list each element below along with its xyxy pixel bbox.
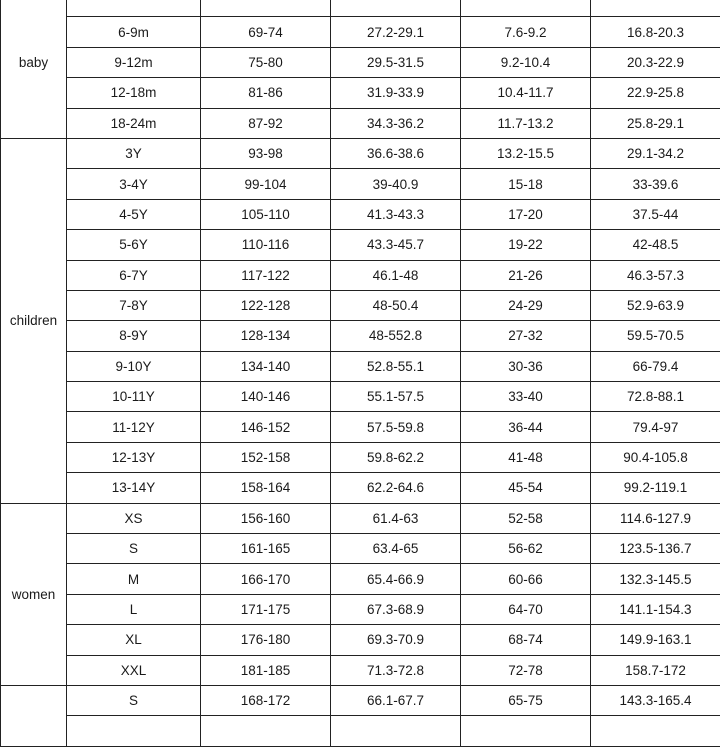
col-3-cell: 55.1-57.5: [331, 382, 461, 412]
category-cell: children: [1, 138, 67, 503]
table-row: [1, 503, 720, 533]
col-4-cell: [461, 0, 591, 17]
col-3-cell: 43.3-45.7: [331, 230, 461, 260]
table-row: [1, 108, 720, 138]
col-3-cell: 48-552.8: [331, 321, 461, 351]
table-row: [1, 473, 720, 503]
table-row: [1, 260, 720, 290]
table-row: [1, 442, 720, 472]
col-5-cell: [591, 0, 720, 17]
category-cell: baby: [1, 0, 67, 138]
size-cell: [67, 0, 201, 17]
table-row: [1, 716, 720, 746]
col-4-cell: 7.6-9.2: [461, 17, 591, 47]
col-3-cell: 62.2-64.6: [331, 473, 461, 503]
size-cell: 13-14Y: [67, 473, 201, 503]
col-5-cell: 123.5-136.7: [591, 534, 720, 564]
col-4-cell: 24-29: [461, 290, 591, 320]
col-5-cell: 42-48.5: [591, 230, 720, 260]
table-row: [1, 655, 720, 685]
col-4-cell: 65-75: [461, 685, 591, 715]
table-row: [1, 230, 720, 260]
col-3-cell: 34.3-36.2: [331, 108, 461, 138]
col-3-cell: 67.3-68.9: [331, 594, 461, 624]
col-5-cell: 16.8-20.3: [591, 17, 720, 47]
col-5-cell: 149.9-163.1: [591, 625, 720, 655]
height-cell: 105-110: [201, 199, 331, 229]
col-4-cell: 19-22: [461, 230, 591, 260]
col-5-cell: 29.1-34.2: [591, 138, 720, 168]
size-cell: 12-13Y: [67, 442, 201, 472]
height-cell: 99-104: [201, 169, 331, 199]
col-4-cell: 60-66: [461, 564, 591, 594]
col-4-cell: 11.7-13.2: [461, 108, 591, 138]
col-5-cell: 90.4-105.8: [591, 442, 720, 472]
col-3-cell: 27.2-29.1: [331, 17, 461, 47]
col-4-cell: 68-74: [461, 625, 591, 655]
col-3-cell: 61.4-63: [331, 503, 461, 533]
size-cell: XL: [67, 625, 201, 655]
height-cell: 87-92: [201, 108, 331, 138]
col-5-cell: 143.3-165.4: [591, 685, 720, 715]
size-chart-body: [1, 0, 720, 746]
col-3-cell: 46.1-48: [331, 260, 461, 290]
col-3-cell: [331, 716, 461, 746]
size-cell: 8-9Y: [67, 321, 201, 351]
size-cell: 6-9m: [67, 17, 201, 47]
col-3-cell: 63.4-65: [331, 534, 461, 564]
height-cell: 156-160: [201, 503, 331, 533]
size-cell: 3Y: [67, 138, 201, 168]
col-3-cell: 71.3-72.8: [331, 655, 461, 685]
col-4-cell: 21-26: [461, 260, 591, 290]
height-cell: 152-158: [201, 442, 331, 472]
height-cell: 181-185: [201, 655, 331, 685]
col-5-cell: 141.1-154.3: [591, 594, 720, 624]
category-cell: women: [1, 503, 67, 685]
height-cell: 161-165: [201, 534, 331, 564]
height-cell: 81-86: [201, 78, 331, 108]
table-row: [1, 685, 720, 715]
table-row: [1, 625, 720, 655]
size-cell: M: [67, 564, 201, 594]
table-row: [1, 199, 720, 229]
size-cell: [67, 716, 201, 746]
table-row: [1, 17, 720, 47]
height-cell: 140-146: [201, 382, 331, 412]
col-4-cell: 13.2-15.5: [461, 138, 591, 168]
table-row: [1, 412, 720, 442]
col-4-cell: 15-18: [461, 169, 591, 199]
table-row: [1, 138, 720, 168]
height-cell: 122-128: [201, 290, 331, 320]
col-5-cell: 59.5-70.5: [591, 321, 720, 351]
height-cell: 93-98: [201, 138, 331, 168]
size-cell: 9-10Y: [67, 351, 201, 381]
col-3-cell: 69.3-70.9: [331, 625, 461, 655]
table-row: [1, 351, 720, 381]
size-cell: L: [67, 594, 201, 624]
table-row: [1, 290, 720, 320]
height-cell: 146-152: [201, 412, 331, 442]
col-5-cell: 52.9-63.9: [591, 290, 720, 320]
col-5-cell: 22.9-25.8: [591, 78, 720, 108]
col-5-cell: 25.8-29.1: [591, 108, 720, 138]
col-5-cell: 37.5-44: [591, 199, 720, 229]
col-4-cell: 17-20: [461, 199, 591, 229]
col-4-cell: 52-58: [461, 503, 591, 533]
col-3-cell: 39-40.9: [331, 169, 461, 199]
table-row: [1, 47, 720, 77]
height-cell: 128-134: [201, 321, 331, 351]
col-3-cell: 52.8-55.1: [331, 351, 461, 381]
col-3-cell: 29.5-31.5: [331, 47, 461, 77]
col-5-cell: 79.4-97: [591, 412, 720, 442]
col-4-cell: 72-78: [461, 655, 591, 685]
table-row: [1, 594, 720, 624]
col-4-cell: 41-48: [461, 442, 591, 472]
col-5-cell: 33-39.6: [591, 169, 720, 199]
size-cell: XS: [67, 503, 201, 533]
size-cell: S: [67, 534, 201, 564]
size-cell: 7-8Y: [67, 290, 201, 320]
col-5-cell: 114.6-127.9: [591, 503, 720, 533]
col-3-cell: 59.8-62.2: [331, 442, 461, 472]
height-cell: 117-122: [201, 260, 331, 290]
table-row: [1, 321, 720, 351]
table-row: [1, 382, 720, 412]
col-5-cell: 132.3-145.5: [591, 564, 720, 594]
col-5-cell: [591, 716, 720, 746]
height-cell: [201, 0, 331, 17]
col-4-cell: 64-70: [461, 594, 591, 624]
height-cell: 158-164: [201, 473, 331, 503]
col-4-cell: 36-44: [461, 412, 591, 442]
col-3-cell: 36.6-38.6: [331, 138, 461, 168]
col-5-cell: 46.3-57.3: [591, 260, 720, 290]
size-cell: 9-12m: [67, 47, 201, 77]
category-cell: [1, 685, 67, 746]
col-4-cell: 33-40: [461, 382, 591, 412]
table-row: [1, 0, 720, 17]
size-cell: 4-5Y: [67, 199, 201, 229]
size-cell: 6-7Y: [67, 260, 201, 290]
size-cell: 18-24m: [67, 108, 201, 138]
size-cell: 12-18m: [67, 78, 201, 108]
table-row: [1, 169, 720, 199]
col-3-cell: 48-50.4: [331, 290, 461, 320]
col-3-cell: 41.3-43.3: [331, 199, 461, 229]
height-cell: 176-180: [201, 625, 331, 655]
height-cell: 166-170: [201, 564, 331, 594]
col-4-cell: 9.2-10.4: [461, 47, 591, 77]
size-cell: S: [67, 685, 201, 715]
size-cell: 3-4Y: [67, 169, 201, 199]
size-cell: XXL: [67, 655, 201, 685]
height-cell: [201, 716, 331, 746]
col-4-cell: 45-54: [461, 473, 591, 503]
col-3-cell: [331, 0, 461, 17]
height-cell: 110-116: [201, 230, 331, 260]
size-cell: 11-12Y: [67, 412, 201, 442]
col-4-cell: [461, 716, 591, 746]
col-4-cell: 30-36: [461, 351, 591, 381]
col-3-cell: 65.4-66.9: [331, 564, 461, 594]
table-row: [1, 534, 720, 564]
col-4-cell: 56-62: [461, 534, 591, 564]
col-3-cell: 66.1-67.7: [331, 685, 461, 715]
height-cell: 75-80: [201, 47, 331, 77]
col-5-cell: 20.3-22.9: [591, 47, 720, 77]
size-cell: 10-11Y: [67, 382, 201, 412]
col-4-cell: 10.4-11.7: [461, 78, 591, 108]
col-3-cell: 57.5-59.8: [331, 412, 461, 442]
height-cell: 134-140: [201, 351, 331, 381]
col-4-cell: 27-32: [461, 321, 591, 351]
table-row: [1, 564, 720, 594]
size-cell: 5-6Y: [67, 230, 201, 260]
height-cell: 69-74: [201, 17, 331, 47]
col-5-cell: 66-79.4: [591, 351, 720, 381]
table-row: [1, 78, 720, 108]
height-cell: 168-172: [201, 685, 331, 715]
col-5-cell: 99.2-119.1: [591, 473, 720, 503]
height-cell: 171-175: [201, 594, 331, 624]
col-3-cell: 31.9-33.9: [331, 78, 461, 108]
col-5-cell: 158.7-172: [591, 655, 720, 685]
col-5-cell: 72.8-88.1: [591, 382, 720, 412]
